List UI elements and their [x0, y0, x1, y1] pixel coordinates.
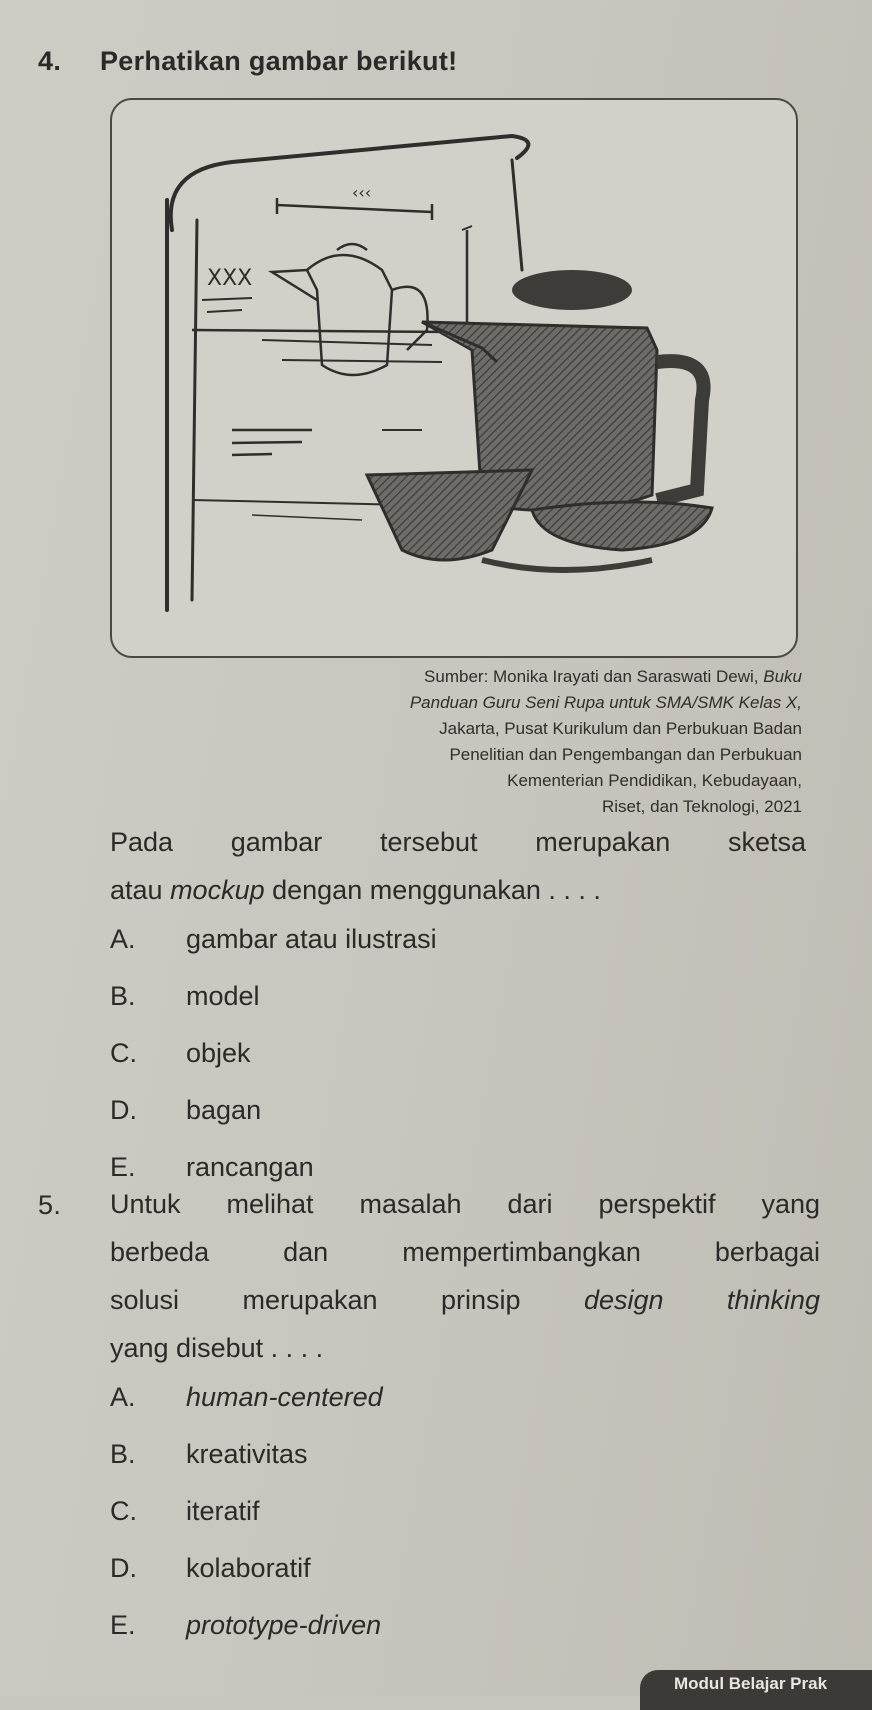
option-text: kreativitas: [186, 1439, 308, 1469]
option-letter: D.: [110, 1095, 137, 1125]
option-letter: B.: [110, 981, 136, 1011]
caption-line-3: Jakarta, Pusat Kurikulum dan Perbukuan Badan: [439, 719, 802, 738]
option-text: model: [186, 981, 260, 1011]
option-text: objek: [186, 1038, 251, 1068]
teapot-sketch-drawing: [112, 100, 796, 656]
question-5-stem-line: Untuk melihat masalah dari perspektif yang: [110, 1189, 820, 1219]
dimension-mark: ‹‹‹: [352, 183, 372, 202]
caption-line-2: Panduan Guru Seni Rupa untuk SMA/SMK Kelas X,: [409, 693, 802, 712]
option-text: kolaboratif: [186, 1553, 311, 1583]
option-text: bagan: [186, 1095, 262, 1125]
question-5-number: 5.: [38, 1190, 62, 1220]
module-footer-label: Modul Belajar Prak: [674, 1674, 828, 1693]
italic-term: Buku: [763, 667, 802, 686]
option-text: gambar atau ilustrasi: [186, 924, 437, 954]
question-5-heading: [38, 1190, 98, 1224]
caption-line-6: Riset, dan Teknologi, 2021: [601, 797, 802, 816]
question-4-stem-line: atau mockup dengan menggunakan . . . .: [110, 875, 601, 905]
question-4-heading: [38, 46, 738, 80]
option-text: prototype-driven: [186, 1610, 382, 1640]
question-4-title: Perhatikan gambar berikut!: [100, 46, 458, 76]
question-5-stem-line: solusi merupakan prinsip design thinking: [110, 1285, 820, 1315]
option-letter: A.: [110, 924, 136, 954]
caption-line-1-text: Sumber: Monika Irayati dan Saraswati Dewi, Buku: [424, 667, 802, 686]
option-letter: D.: [110, 1553, 137, 1583]
question-4-stem: [110, 818, 806, 914]
option-letter: E.: [110, 1610, 136, 1640]
option-letter: A.: [110, 1382, 136, 1412]
italic-term: design thinking: [583, 1285, 820, 1315]
caption-line-1: [242, 664, 802, 690]
option-letter: C.: [110, 1038, 137, 1068]
label-mark: XXX: [207, 266, 253, 291]
option-letter: E.: [110, 1152, 136, 1182]
option-letter: B.: [110, 1439, 136, 1469]
option-letter: C.: [110, 1496, 137, 1526]
caption-line-5: Kementerian Pendidikan, Kebudayaan,: [507, 771, 802, 790]
caption-line-4: Penelitian dan Pengembangan dan Perbukuan: [449, 745, 802, 764]
module-footer-badge: [640, 1670, 872, 1710]
option-text: rancangan: [186, 1152, 314, 1182]
teapot-sketch-figure: [110, 98, 798, 658]
figure-caption: [242, 664, 802, 820]
question-4-stem-line: Pada gambar tersebut merupakan sketsa: [110, 827, 806, 857]
question-5-stem-line: yang disebut . . . .: [110, 1333, 324, 1363]
question-5-stem-line: berbeda dan mempertimbangkan berbagai: [110, 1237, 820, 1267]
option-text: iteratif: [186, 1496, 260, 1526]
italic-term: mockup: [170, 875, 265, 905]
option-text: human-centered: [186, 1382, 383, 1412]
question-5-stem: [110, 1180, 820, 1372]
question-4-number: 4.: [38, 46, 62, 76]
